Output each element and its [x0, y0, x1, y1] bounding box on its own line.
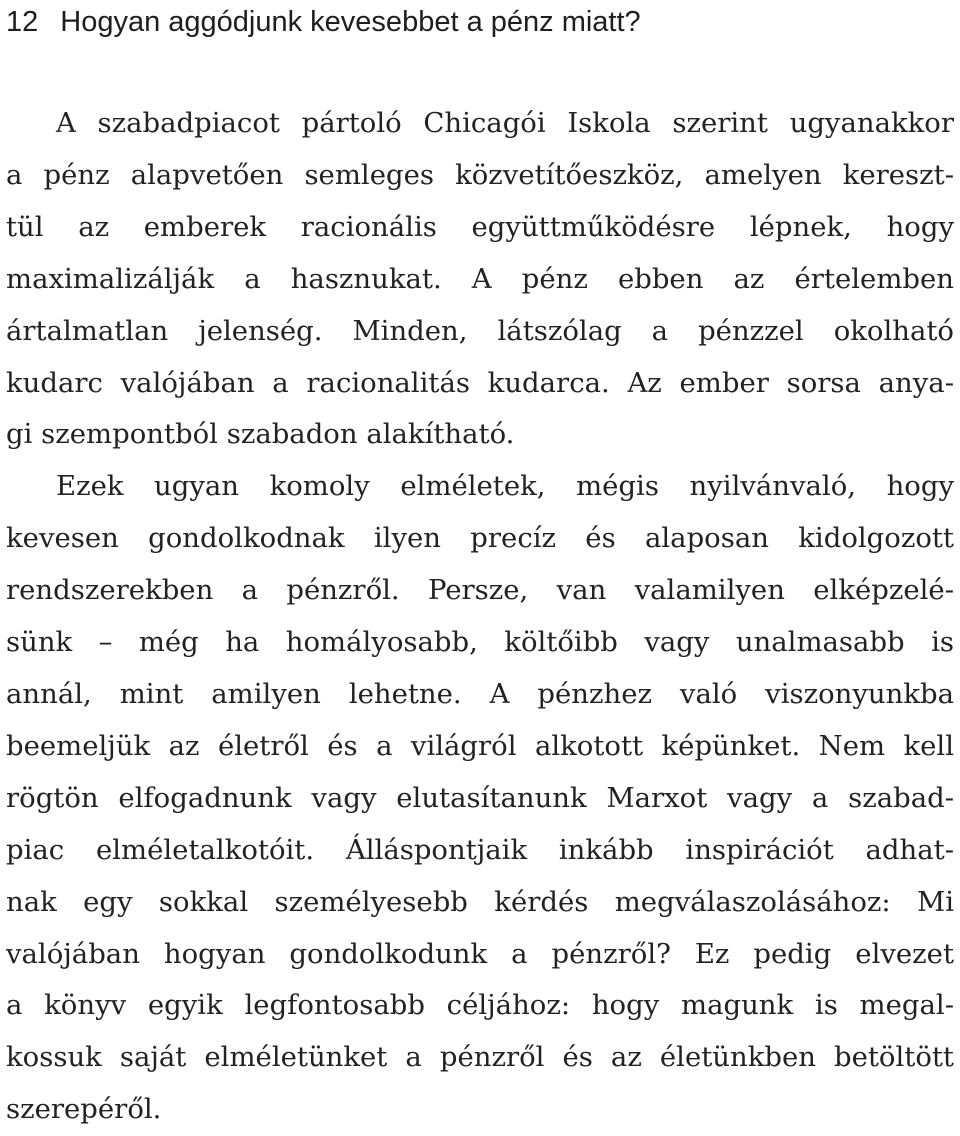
paragraph-line: sünk – még ha homályosabb, költőibb vagy unalmasabb is	[6, 626, 954, 659]
paragraph-line: piac elméletalkotóit. Álláspontjaik inkább inspirációt adhat-	[6, 833, 954, 866]
paragraph-line: a könyv egyik legfontosabb céljához: hogy magunk is megal-	[6, 989, 954, 1022]
paragraph-line: rögtön elfogadnunk vagy elutasítanunk Marxot vagy a szabad-	[6, 781, 954, 814]
paragraph-line: annál, mint amilyen lehetne. A pénzhez való viszonyunkba	[6, 677, 954, 710]
paragraph-line: rendszerekben a pénzről. Persze, van valamilyen elképzelé-	[6, 574, 954, 607]
paragraph-1	[6, 98, 954, 461]
paragraph-line: gi szempontból szabadon alakítható.	[6, 418, 515, 451]
paragraph-2	[6, 461, 954, 1136]
paragraph-line: A szabadpiacot pártoló Chicagói Iskola szerint ugyanakkor	[56, 107, 954, 139]
running-title: Hogyan aggódjunk kevesebbet a pénz miatt?	[60, 6, 641, 38]
paragraph-line: Ezek ugyan komoly elméletek, mégis nyilvánvaló, hogy	[56, 470, 954, 503]
paragraph-line: ártalmatlan jelenség. Minden, látszólag a pénzzel okolható	[6, 314, 954, 347]
paragraph-line: kudarc valójában a racionalitás kudarca. Az ember sorsa anya-	[6, 366, 954, 399]
paragraph-line: nak egy sokkal személyesebb kérdés megválaszolásához: Mi	[6, 885, 954, 918]
paragraph-line: maximalizálják a hasznukat. A pénz ebben az értelemben	[6, 262, 954, 295]
paragraph-line: kevesen gondolkodnak ilyen precíz és alaposan kidolgozott	[6, 522, 954, 555]
page-header	[6, 2, 641, 42]
paragraph-line: kossuk saját elméletünket a pénzről és az életünkben betöltött	[6, 1041, 954, 1074]
paragraph-line: tül az emberek racionális együttműködésre lépnek, hogy	[6, 210, 954, 243]
body-text	[6, 98, 954, 1136]
paragraph-line: a pénz alapvetően semleges közvetítőeszköz, amelyen kereszt-	[6, 158, 954, 191]
paragraph-line: valójában hogyan gondolkodunk a pénzről? Ez pedig elvezet	[6, 937, 954, 970]
paragraph-line: beemeljük az életről és a világról alkotott képünket. Nem kell	[6, 729, 954, 762]
page-number: 12	[6, 6, 39, 38]
paragraph-line: szerepéről.	[6, 1093, 162, 1126]
